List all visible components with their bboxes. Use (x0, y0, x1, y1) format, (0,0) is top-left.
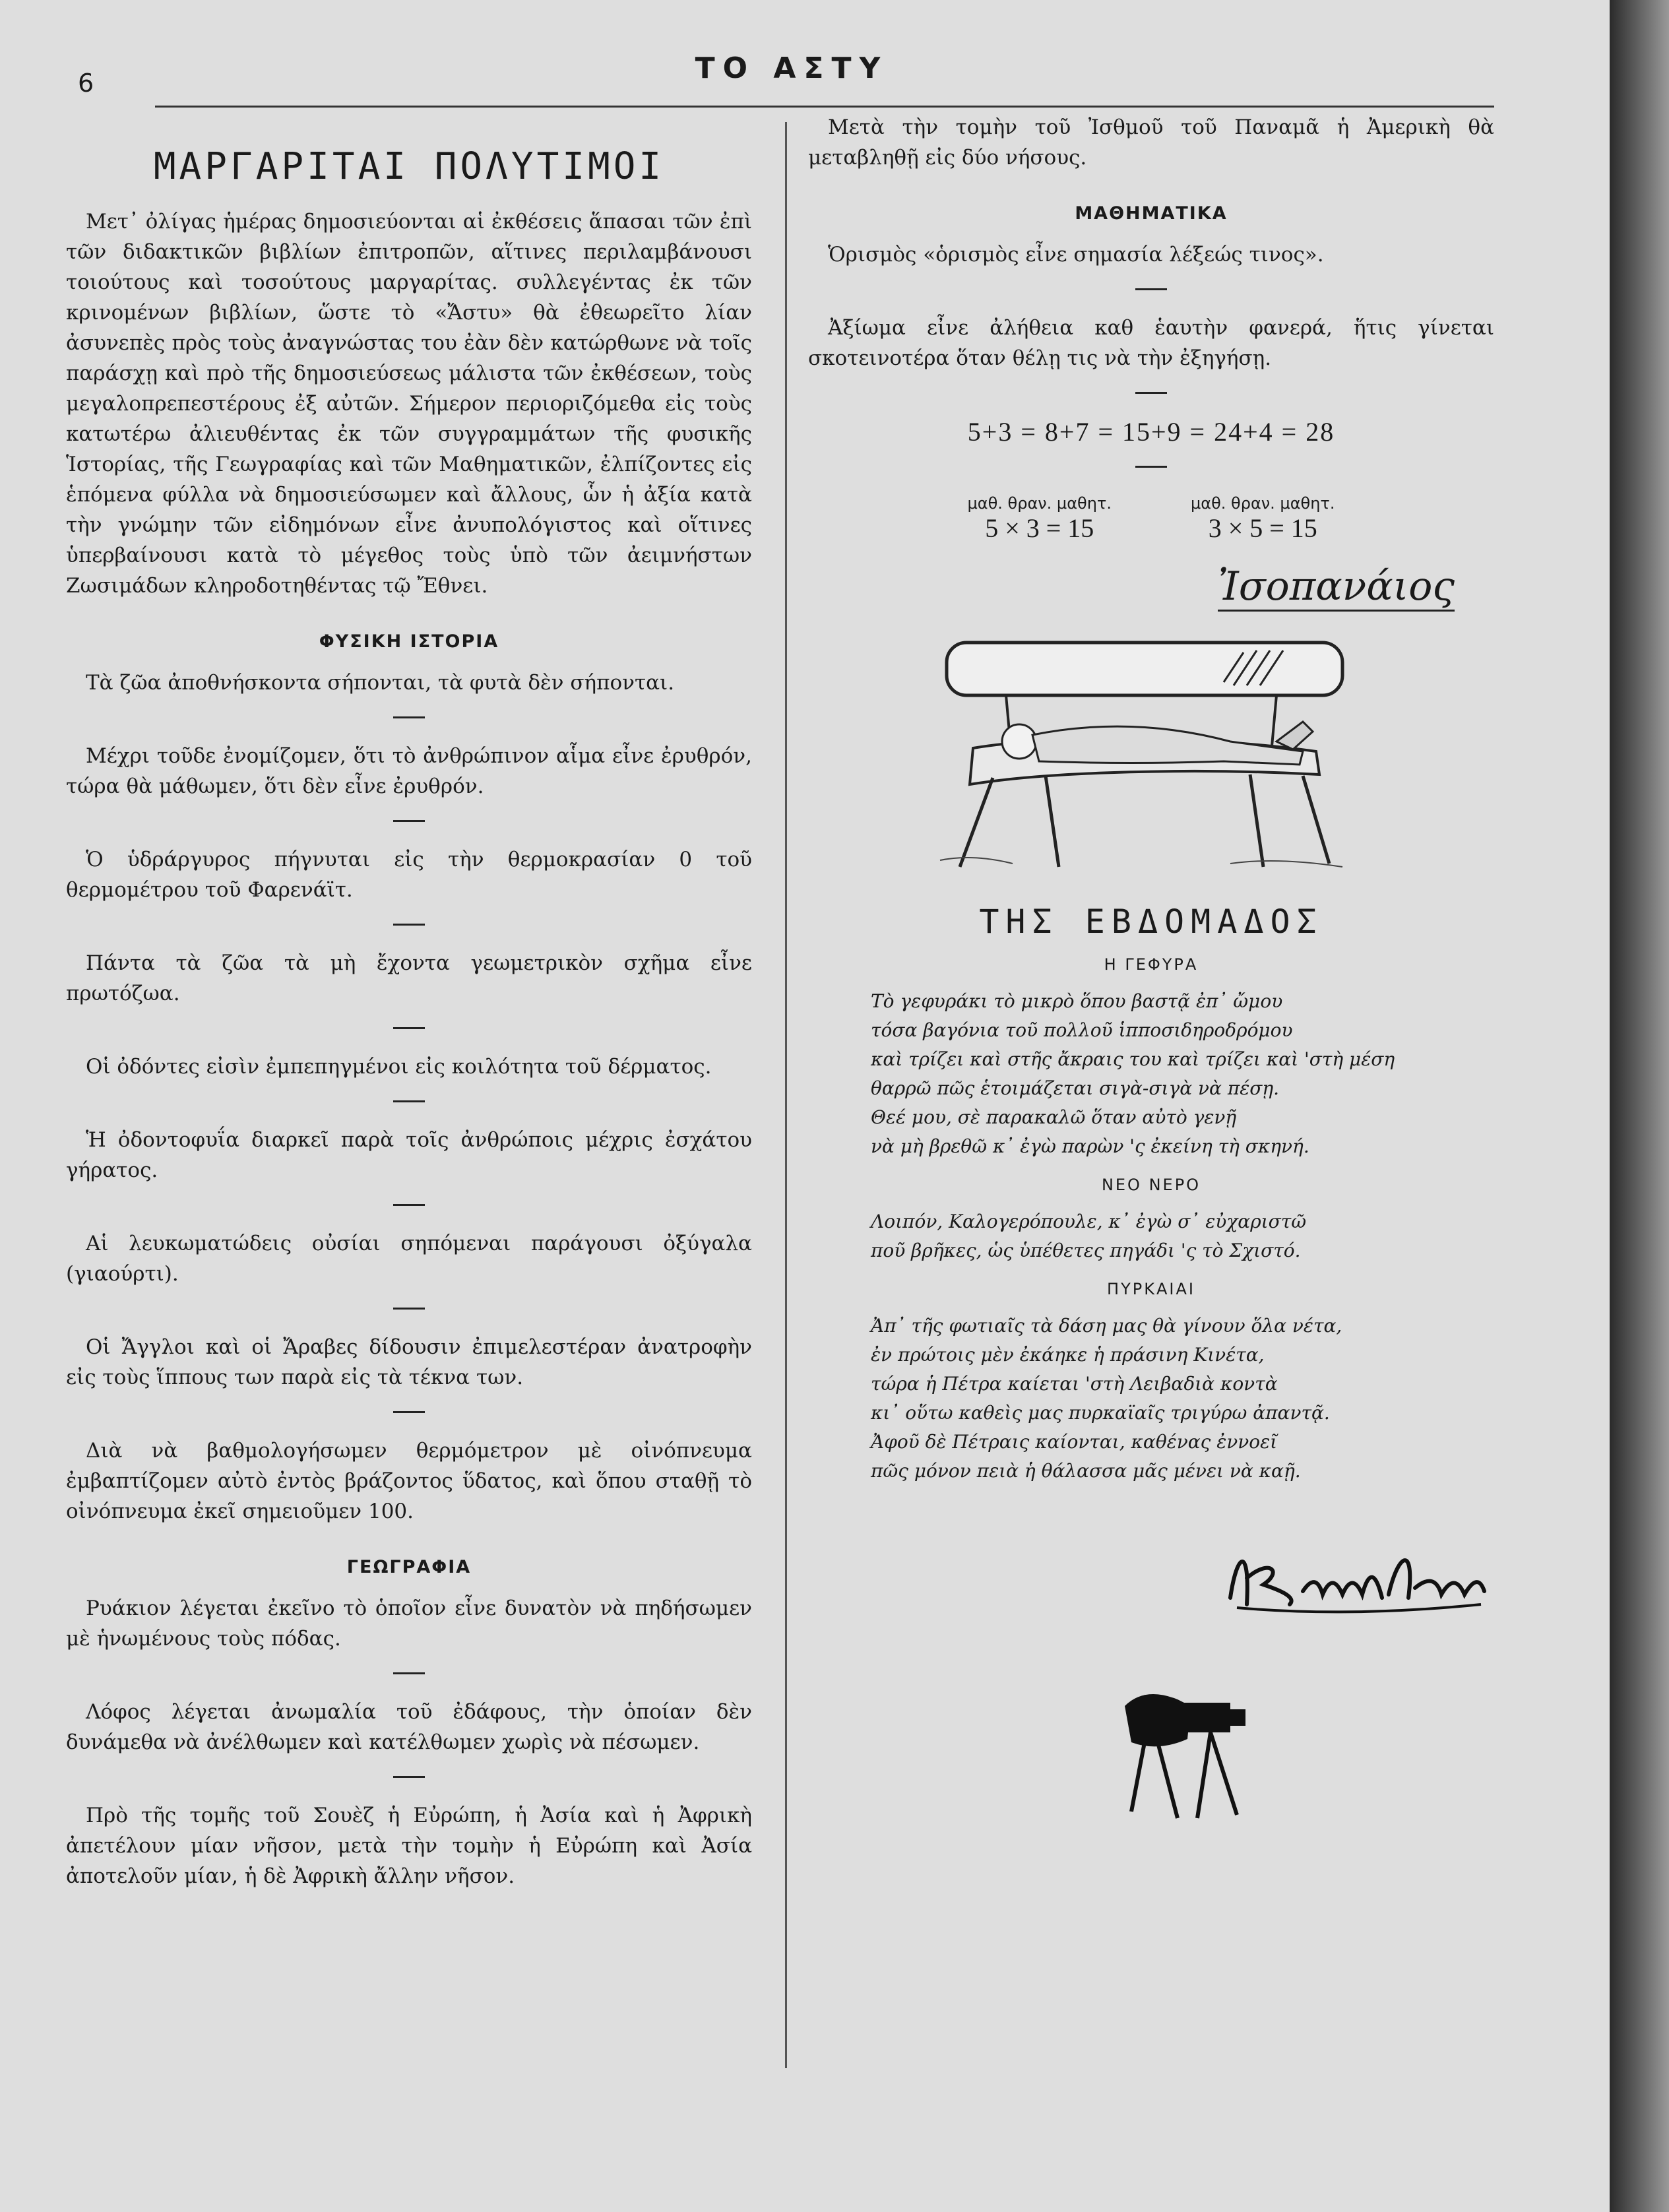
article-title: ΜΑΡΓΑΡΙΤΑΙ ΠΟΛΥΤΙΜΟΙ (153, 145, 665, 188)
author-signature-text: Ἰσοπανάιος (1218, 563, 1455, 612)
item-separator (393, 1204, 425, 1206)
poem-fires (808, 1311, 1494, 1486)
item-separator (393, 1308, 425, 1310)
list-item: Ὁρισμὸς «ὁρισμὸς εἶνε σημασία λέξεώς τινος». (828, 243, 1324, 267)
poem-new-water (808, 1207, 1494, 1265)
item-separator (393, 1027, 425, 1029)
reclining-man-cartoon (933, 636, 1356, 887)
poem-line: θαρρῶ πῶς ἑτοιμάζεται σιγὰ-σιγὰ νὰ πέσῃ. (871, 1077, 1280, 1099)
item-separator (393, 716, 425, 718)
author-signature (808, 563, 1455, 610)
item-separator (393, 1100, 425, 1102)
item-separator (393, 1411, 425, 1413)
poem-line: Λοιπόν, Καλογερόπουλε, κ᾽ ἐγὼ σ᾽ εὐχαριστῶ (871, 1211, 1307, 1232)
camera-icon (1105, 1680, 1257, 1825)
poem-bridge (808, 987, 1494, 1161)
poem-line: Θεέ μου, σὲ παρακαλῶ ὅταν αὐτὸ γενῇ (871, 1106, 1237, 1128)
item-separator (393, 820, 425, 822)
list-item: Μετὰ τὴν τομὴν τοῦ Ἰσθμοῦ τοῦ Παναμᾶ ἡ Ἀμερικὴ θὰ μεταβληθῇ εἰς δύο νήσους. (808, 115, 1494, 170)
list-item: Αἱ λευκωματώδεις οὐσίαι σηπόμεναι παράγουσι ὀξύγαλα (γιαούρτι). (66, 1232, 752, 1286)
poem-line: κι᾽ οὕτω καθεὶς μας πυρκαϊαῖς τριγύρω ἀπαντᾷ. (871, 1402, 1330, 1424)
poem-title: Η ΓΕΦΥΡΑ (1104, 955, 1199, 974)
list-item: Πάντα τὰ ζῶα τὰ μὴ ἔχοντα γεωμετρικὸν σχῆμα εἶνε πρωτόζωα. (66, 951, 752, 1005)
list-item: Οἱ ὀδόντες εἰσὶν ἐμπεπηγμένοι εἰς κοιλότητα τοῦ δέρματος. (86, 1055, 712, 1079)
poem-title: ΝΕΟ ΝΕΡΟ (1101, 1176, 1201, 1194)
multiplication-example (1191, 494, 1335, 544)
list-item: Ρυάκιον λέγεται ἐκεῖνο τὸ ὁποῖον εἶνε δυνατὸν νὰ πηδήσωμεν μὲ ἡνωμένους τοὺς πόδας. (66, 1596, 752, 1651)
multiplication-labels: μαθ. θραν. μαθητ. (1191, 494, 1335, 513)
poem-line: Τὸ γεφυράκι τὸ μικρὸ ὅπου βαστᾷ ἐπ᾽ ὤμου (871, 990, 1283, 1012)
poem-line: τόσα βαγόνια τοῦ πολλοῦ ἱπποσιδηροδρόμου (871, 1019, 1293, 1041)
multiplication-labels: μαθ. θραν. μαθητ. (967, 494, 1112, 513)
multiplication-examples (808, 494, 1494, 544)
multiplication-equation: 3 × 5 = 15 (1208, 513, 1317, 543)
item-separator (1135, 392, 1167, 394)
list-item: Μέχρι τοῦδε ἐνομίζομεν, ὅτι τὸ ἀνθρώπινον αἷμα εἶνε ἐρυθρόν, τώρα θὰ μάθωμεν, ὅτι δὲν εἶνε ἐρυθρόν. (66, 744, 752, 798)
multiplication-example (968, 494, 1112, 544)
header-rule (155, 106, 1494, 108)
item-separator (393, 1672, 425, 1674)
poem-line: καὶ τρίζει καὶ στῆς ἄκραις του καὶ τρίζει καὶ 'στὴ μέση (871, 1048, 1395, 1070)
list-item: Ὁ ὑδράργυρος πήγνυται εἰς τὴν θερμοκρασίαν 0 τοῦ θερμομέτρου τοῦ Φαρενάϊτ. (66, 848, 752, 902)
left-column (66, 132, 752, 1891)
poem-line: πῶς μόνον πειὰ ἡ θάλασσα μᾶς μένει νὰ καῇ. (871, 1460, 1301, 1482)
list-item: Ἡ ὀδοντοφυΐα διαρκεῖ παρὰ τοῖς ἀνθρώποις μέχρις ἐσχάτου γήρατος. (66, 1128, 752, 1182)
poem-line: ποῦ βρῆκες, ὡς ὑπέθετες πηγάδι 'ς τὸ Σχιστό. (871, 1240, 1301, 1261)
handwritten-signature (1217, 1532, 1494, 1618)
poem-title: ΠΥΡΚΑΙΑΙ (1107, 1280, 1195, 1298)
list-item: Τὰ ζῶα ἀποθνήσκοντα σήπονται, τὰ φυτὰ δὲν σήπονται. (86, 671, 675, 695)
bench-cartoon-illustration (933, 636, 1494, 889)
list-item: Διὰ νὰ βαθμολογήσωμεν θερμόμετρον μὲ οἰνόπνευμα ἐμβαπτίζομεν αὐτὸ ἐντὸς βράζοντος ὕδατος, καὶ ὅπου σταθῇ τὸ οἰνόπνευμα ἐκεῖ σημειοῦμεν 100. (66, 1439, 752, 1523)
item-separator (1135, 466, 1167, 468)
list-item: Πρὸ τῆς τομῆς τοῦ Σουὲζ ἡ Εὐρώπη, ἡ Ἀσία καὶ ἡ Ἀφρικὴ ἀπετέλουν μίαν νῆσον, μετὰ τὴν τομὴν ἡ Εὐρώπη καὶ Ἀσία ἀποτελοῦν μίαν, ἡ δὲ Ἀφρικὴ ἄλλην νῆσον. (66, 1804, 752, 1888)
list-item: Ἀξίωμα εἶνε ἀλήθεια καθ ἑαυτὴν φανερά, ἥτις γίνεται σκοτεινοτέρα ὅταν θέλῃ τις νὰ τὴν ἐξηγήσῃ. (808, 316, 1494, 370)
item-separator (1135, 288, 1167, 290)
list-item: Λόφος λέγεται ἀνωμαλία τοῦ ἐδάφους, τὴν ὁποίαν δὲν δυνάμεθα νὰ ἀνέλθωμεν καὶ κατέλθωμεν χωρὶς νὰ πέσωμεν. (66, 1700, 752, 1754)
poem-line: Ἀφοῦ δὲ Πέτραις καίονται, καθένας ἐννοεῖ (871, 1431, 1278, 1453)
item-separator (393, 924, 425, 926)
poem-line: τώρα ἡ Πέτρα καίεται 'στὴ Λειβαδιὰ κοντὰ (871, 1373, 1278, 1395)
list-item: Οἱ Ἄγγλοι καὶ οἱ Ἄραβες δίδουσιν ἐπιμελεστέραν ἀνατροφὴν εἰς τοὺς ἵππους των παρὰ εἰς τὰ τέκνα των. (66, 1335, 752, 1389)
multiplication-equation: 5 × 3 = 15 (985, 513, 1094, 543)
section-heading-mathematics: ΜΑΘΗΜΑΤΙΚΑ (1075, 203, 1228, 224)
column-divider (785, 122, 787, 2068)
poem-line: ἐν πρώτοις μὲν ἐκάηκε ἡ πράσινη Κινέτα, (871, 1344, 1265, 1366)
right-column (808, 112, 1494, 1827)
addition-formula: 5+3 = 8+7 = 15+9 = 24+4 = 28 (967, 417, 1335, 447)
intro-paragraph: Μετ᾽ ὀλίγας ἡμέρας δημοσιεύονται αἱ ἐκθέσεις ἅπασαι τῶν ἐπὶ τῶν διδακτικῶν βιβλίων ἐπιτροπῶν, αἵτινες περιλαμβάνουσι τοιούτους καὶ τοσούτους μαργαρίτας. συλλεγέντας ἐκ τῶν κρινομένων βιβλίων, ὥστε τὸ «Ἄστυ» θὰ ἐθεωρεῖτο λίαν ἀσυνεπὲς πρὸς τοὺς ἀναγνώστας του ἐὰν δὲν κατώρθωνε νὰ τοῖς παράσχῃ καὶ πρὸ τῆς δημοσιεύσεως μάλιστα τῶν ἐκθέσεων, τοὺς μεγαλοπρεπεστέρους ἐξ αὐτῶν. Σήμερον περιοριζόμεθα εἰς τοὺς κατωτέρω ἀλιευθέντας ἐκ τῶν συγγραμμάτων τῆς φυσικῆς Ἱστορίας, τῆς Γεωγραφίας καὶ τῶν Μαθηματικῶν, ἐλπίζοντες εἰς ἑπόμενα φύλλα νὰ δημοσιεύσωμεν καὶ ἄλλους, ὧν ἡ ἀξία κατὰ τὴν γνώμην τῶν εἰδημόνων εἶνε ἀνυπολόγιστος καὶ οἵτινες ὑπερβαίνουσι κατὰ τὸ μέγεθος τοὺς ὑπὸ τῶν ἀειμνήστων Ζωσιμάδων κληροδοτηθέντας τῷ Ἔθνει. (66, 210, 752, 598)
poem-line: Ἀπ᾽ τῆς φωτιαῖς τὰ δάση μας θὰ γίνουν ὅλα νέτα, (871, 1315, 1342, 1337)
poem-line: νὰ μὴ βρεθῶ κ᾽ ἐγὼ παρὼν 'ς ἐκείνη τὴ σκηνή. (871, 1135, 1309, 1157)
book-spine-shadow (1610, 0, 1669, 2212)
page-number: 6 (78, 69, 94, 98)
section-heading-natural-history: ΦΥΣΙΚΗ ΙΣΤΟΡΙΑ (319, 631, 499, 652)
weekly-column-title: ΤΗΣ ΕΒΔΟΜΑΔΟΣ (979, 902, 1323, 941)
section-heading-geography: ΓΕΩΓΡΑΦΙΑ (346, 1557, 472, 1577)
poet-signature (1217, 1532, 1494, 1620)
photographer-camera-illustration (1105, 1680, 1494, 1827)
item-separator (393, 1776, 425, 1778)
masthead: ΤΟ ΑΣΤΥ (695, 51, 889, 85)
